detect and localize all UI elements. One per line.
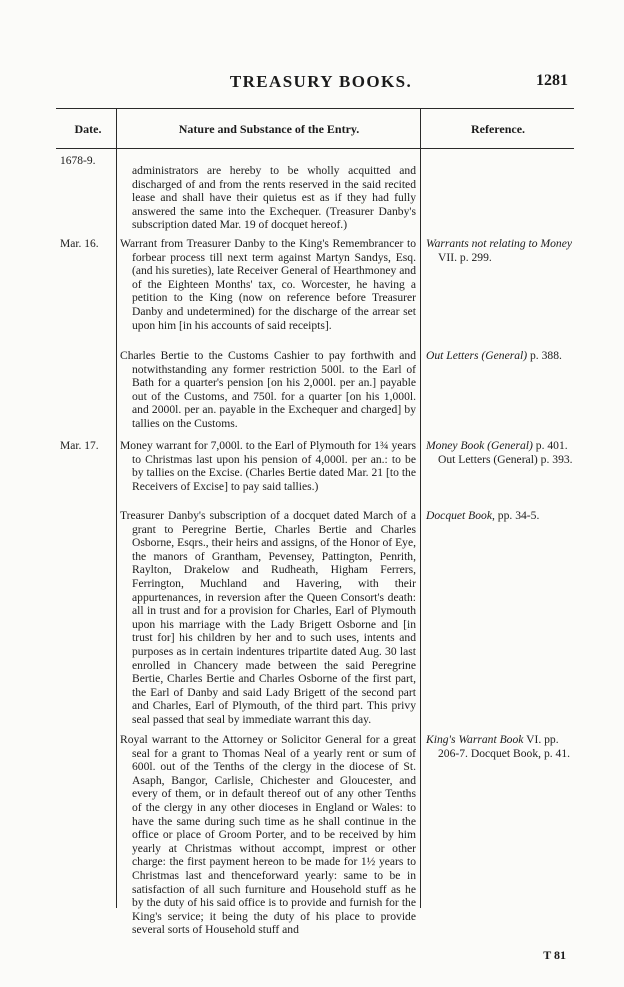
entry-text: Royal warrant to the Attorney or Solicitor General for a great seal for a grant to Thomas Neal of a yearly rent or sum of 600l. out of the Tenths of the clergy in the diocese of St. Asaph, Bangor, Carlisle, Chichester and Gloucester, and every of them, or in default thereof out of any other Tenths of the clergy in any other dioceses in England or Wales: to have the same during such time as he shall continue in the office or place of Groom Porter, and to be received by him yearly at Christmas without accompt, imprest or other charge: the first payment hereon to be made for 1½ years to Christmas last and thenceforward yearly: same to be in satisfaction of all such furniture and Household stuff as he by the duty of his said office is to provide and furnish for the King's service; it being the duty of his place to provide several sorts of Household stuff and (120, 733, 416, 937)
reference-source: Out Letters (General) (426, 349, 528, 362)
table-head-rule (56, 148, 574, 149)
reference-location: VII. p. 299. (438, 250, 492, 264)
column-divider-left (116, 108, 117, 908)
reference-source: King's Warrant Book (426, 733, 524, 746)
column-header-date: Date. (74, 122, 102, 136)
entry-date: Mar. 17. (60, 440, 99, 452)
running-head (0, 72, 624, 96)
reference-location: , pp. 34-5. (492, 509, 540, 522)
entry-reference (426, 439, 574, 466)
entry-reference (426, 733, 574, 760)
entry-date: Mar. 16. (60, 238, 99, 250)
column-divider-right (420, 108, 421, 908)
entry-date: 1678-9. (60, 155, 96, 167)
reference-source: Docquet Book (426, 509, 492, 522)
entry-text: Money warrant for 7,000l. to the Earl of Plymouth for 1¾ years to Christmas last upon his pension of 4,000l. per an.: to be by tallies on the Excise. (Charles Bertie dated Mar. 21 [to the Receivers of Excise] to pay said tallies.) (120, 439, 416, 493)
reference-location: VI. pp. 206-7. Docquet Book, p. 41. (438, 733, 571, 760)
entry-reference (426, 237, 574, 264)
entry-reference (426, 509, 574, 523)
reference-location: p. 401. Out Letters (General) p. 393. (438, 439, 573, 466)
entry-text: administrators are hereby to be wholly acquitted and discharged of and from the rents reserved in the said recited lease and shall have their quietus est as if they had fully answered the same into the Exchequer. (Treasurer Danby's subscription dated Mar. 19 of docquet hereof.) (132, 164, 416, 232)
entry-reference (426, 349, 574, 363)
signature-mark: T 81 (543, 948, 566, 962)
reference-location: p. 388. (527, 349, 562, 362)
column-header-reference: Reference. (470, 122, 526, 136)
reference-source: Money Book (General) (426, 439, 533, 452)
reference-source: Warrants not relating to Money (426, 237, 572, 250)
page-number: 1281 (536, 72, 568, 89)
column-header-nature: Nature and Substance of the Entry. (178, 122, 360, 136)
entry-text: Warrant from Treasurer Danby to the King's Remembrancer to forbear process till next term against Martyn Sandys, Esq. (and his sureties), late Receiver General of Hearthmoney and of the Eighteen Months' tax, co. Worcester, he having a petition to the King (now on reference before Treasurer Danby and undetermined) for the discharge of the arrear set upon him [in his accounts of said receipts]. (120, 237, 416, 332)
table-top-rule (56, 108, 574, 109)
running-title: TREASURY BOOKS. (229, 72, 413, 91)
entry-text: Charles Bertie to the Customs Cashier to pay forthwith and notwithstanding any former restriction 500l. to the Earl of Bath for a quarter's pension [on his 2,000l. per an.] payable out of the Customs, and 750l. for a quarter [on his 1,000l. and 2000l. per an. payable in the Exchequer and charged] by tallies on the Customs. (120, 349, 416, 430)
entry-text: Treasurer Danby's subscription of a docquet dated March of a grant to Peregrine Bertie, Charles Bertie and Charles Osborne, Esqrs., their heirs and assigns, of the Honor of Eye, the manors of Grantham, Pevensey, Pattington, Penrith, Raylton, Drakelow and Rudheath, Higham Ferrers, Ferrington, Muchland and Havering, with their appurtenances, in reversion after the Queen Consort's death: all in trust and for a provision for Charles, Earl of Plymouth upon his marriage with the Lady Brigett Osborne and [in trust for] his children by her and to such uses, intents and purposes as in certain indentures tripartite dated Aug. 30 last enrolled in Chancery made between the said Peregrine Bertie, Charles Bertie and Charles Osborne of the first part, the Earl of Danby and said Lady Brigett of the second part and Charles, Earl of Plymouth, of the third part. This privy seal passed that seal by immediate warrant this day. (120, 509, 416, 726)
